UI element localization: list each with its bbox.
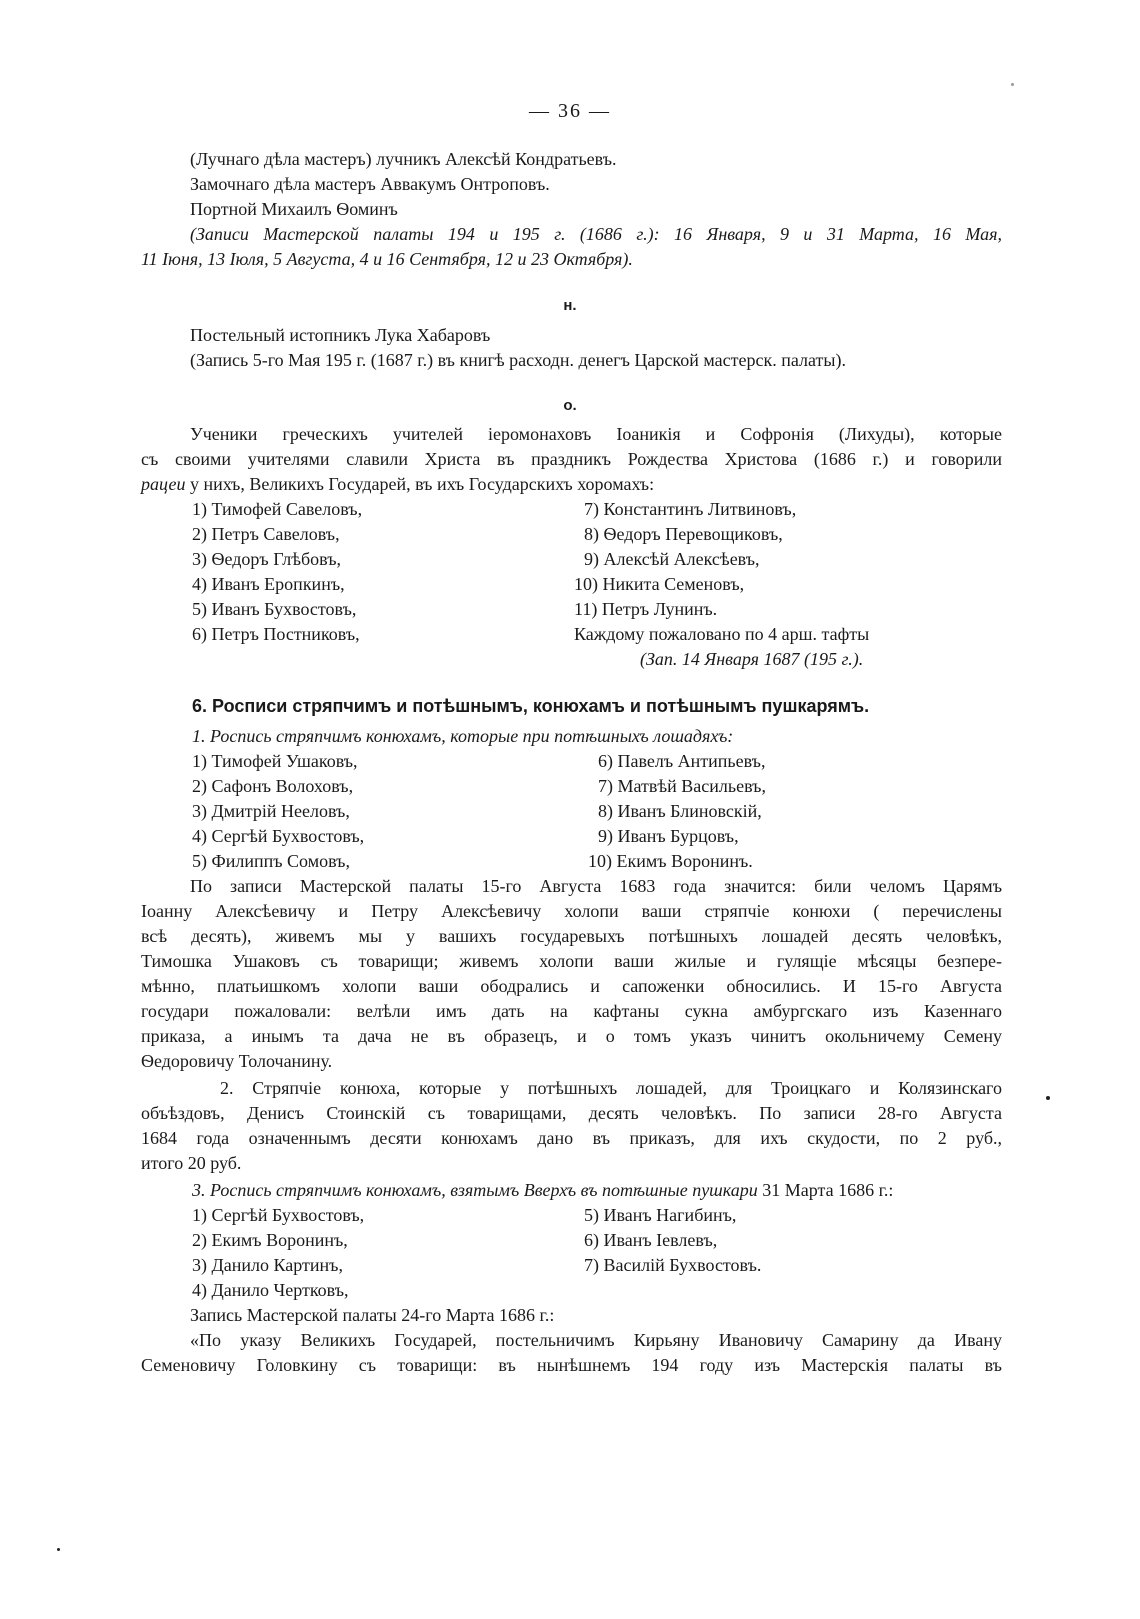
list-item: 4) Иванъ Еропкинъ, xyxy=(192,574,345,594)
list-item: 2) Петръ Савеловъ, xyxy=(192,524,340,544)
list-item: 3) Данило Картинъ, xyxy=(192,1255,343,1275)
paragraph-line: Ученики греческихъ учителей іеромонаховъ Іоаникія и Софронія (Лихуды), которые xyxy=(190,424,1002,444)
list-item: 9) Иванъ Бурцовъ, xyxy=(598,826,739,846)
list-item: 3) Ѳедоръ Глѣбовъ, xyxy=(192,549,342,569)
scan-speck xyxy=(57,1548,60,1551)
scan-speck xyxy=(1011,83,1014,86)
paragraph-line xyxy=(141,472,654,496)
quote-line: «По указу Великихъ Государей, постельничимъ Кирьяну Ивановичу Самарину да Ивану xyxy=(190,1330,1002,1350)
subsection-title xyxy=(192,1178,893,1202)
list-item: 5) Иванъ Нагибинъ, xyxy=(584,1205,737,1225)
paragraph-line: приказа, а инымъ та дача не въ образецъ, и о томъ указъ чинитъ окольничему Семену xyxy=(141,1026,1002,1046)
list-item: 8) Иванъ Блиновскій, xyxy=(598,801,762,821)
list-item: 11) Петръ Лунинъ. xyxy=(574,599,718,619)
list-item: 8) Ѳедоръ Перевощиковъ, xyxy=(584,524,783,544)
subsection-title: 1. Роспись стряпчимъ конюхамъ, которые при потѣшныхъ лошадяхъ: xyxy=(192,726,734,746)
list-item: 2) Сафонъ Волоховъ, xyxy=(192,776,354,796)
section-letter-n: н. xyxy=(563,297,577,314)
list-item: 6) Иванъ Іевлевъ, xyxy=(584,1230,718,1250)
list-item: 6) Петръ Постниковъ, xyxy=(192,624,360,644)
paragraph-line: Тимошка Ушаковъ съ товарищи; живемъ холопи ваши жилые и гулящіе мѣсяцы безпере- xyxy=(141,951,1002,971)
section-letter-o: о. xyxy=(563,397,577,414)
source-note: 11 Іюня, 13 Іюля, 5 Августа, 4 и 16 Сентября, 12 и 23 Октября). xyxy=(141,249,633,269)
list-item: 10) Никита Семеновъ, xyxy=(574,574,745,594)
paragraph-line: 2. Стряпчіе конюха, которые у потѣшныхъ лошадей, для Троицкаго и Колязинскаго xyxy=(220,1078,1002,1098)
paragraph-line: мѣнно, платьишкомъ холопи ваши ободрались и сапоженки обносились. И 15-го Августа xyxy=(141,976,1002,996)
paragraph-line: По записи Мастерской палаты 15-го Августа 1683 года значится: били челомъ Царямъ xyxy=(190,876,1002,896)
text-line: Портной Михаилъ Ѳоминъ xyxy=(190,199,398,219)
record-line: Запись Мастерской палаты 24-го Марта 1686 г.: xyxy=(190,1305,555,1325)
paragraph-line: итого 20 руб. xyxy=(141,1153,242,1173)
list-item: 7) Матвѣй Васильевъ, xyxy=(598,776,766,796)
paragraph-line: Іоанну Алексѣевичу и Петру Алексѣевичу холопи ваши стряпчіе конюхи ( перечислены xyxy=(141,901,1002,921)
text-line: (Запись 5-го Мая 195 г. (1687 г.) въ книгѣ расходн. денегъ Царской мастерск. палаты). xyxy=(190,350,846,370)
list-item: 4) Сергѣй Бухвостовъ, xyxy=(192,826,365,846)
text-span: у нихъ, Великихъ Государей, въ ихъ Государскихъ хоромахъ: xyxy=(185,474,655,494)
list-item: 9) Алексѣй Алексѣевъ, xyxy=(584,549,760,569)
paragraph-line: всѣ десять), живемъ мы у вашихъ государевыхъ потѣшныхъ лошадей десять человѣкъ, xyxy=(141,926,1002,946)
list-item: 7) Василій Бухвостовъ. xyxy=(584,1255,762,1275)
quote-line: Семеновичу Головкину съ товарищи: въ нынѣшнемъ 194 году изъ Мастерскія палаты въ xyxy=(141,1355,1002,1375)
list-item: 5) Филиппъ Сомовъ, xyxy=(192,851,350,871)
subsection-title-italic: 3. Роспись стряпчимъ конюхамъ, взятымъ Вверхъ въ потѣшные пушкари xyxy=(192,1180,758,1200)
source-note: (Зап. 14 Января 1687 (195 г.). xyxy=(640,649,864,669)
paragraph-line: 1684 года означеннымъ десяти конюхамъ дано въ приказъ, для ихъ скудости, по 2 руб., xyxy=(141,1128,1002,1148)
list-item: 1) Тимофей Савеловъ, xyxy=(192,499,363,519)
scan-speck xyxy=(1046,1096,1050,1100)
page-number: — 36 — xyxy=(529,100,611,122)
subsection-title-date: 31 Марта 1686 г.: xyxy=(757,1180,894,1200)
paragraph-line: государи пожаловали: велѣли имъ дать на кафтаны сукна амбургскаго изъ Казеннаго xyxy=(141,1001,1002,1021)
list-item: 10) Екимъ Воронинъ. xyxy=(588,851,753,871)
paragraph-line: съ своими учителями славили Христа въ праздникъ Рождества Христова (1686 г.) и говорили xyxy=(141,449,1002,469)
paragraph-line: Ѳедоровичу Толочанину. xyxy=(141,1051,333,1071)
list-item: 4) Данило Чертковъ, xyxy=(192,1280,349,1300)
text-line: Замочнаго дѣла мастеръ Аввакумъ Онтроповъ. xyxy=(190,174,550,194)
list-item: 3) Дмитрій Нееловъ, xyxy=(192,801,350,821)
list-item: 6) Павелъ Антипьевъ, xyxy=(598,751,766,771)
list-item: 5) Иванъ Бухвостовъ, xyxy=(192,599,357,619)
text-line: (Лучнаго дѣла мастеръ) лучникъ Алексѣй Кондратьевъ. xyxy=(190,149,617,169)
section-heading: 6. Росписи стряпчимъ и потѣшнымъ, конюхамъ и потѣшнымъ пушкарямъ. xyxy=(192,696,870,716)
list-item: 2) Екимъ Воронинъ, xyxy=(192,1230,348,1250)
list-item: 7) Константинъ Литвиновъ, xyxy=(584,499,797,519)
text-line: Постельный истопникъ Лука Хабаровъ xyxy=(190,325,491,345)
italic-word: рацеи xyxy=(141,474,186,494)
paragraph-line: объѣздовъ, Денисъ Стоинскій съ товарищами, десять человѣкъ. По записи 28-го Августа xyxy=(141,1103,1002,1123)
list-item: 1) Сергѣй Бухвостовъ, xyxy=(192,1205,365,1225)
award-note: Каждому пожаловано по 4 арш. тафты xyxy=(574,624,870,644)
list-item: 1) Тимофей Ушаковъ, xyxy=(192,751,358,771)
source-note: (Записи Мастерской палаты 194 и 195 г. (1686 г.): 16 Января, 9 и 31 Марта, 16 Мая, xyxy=(190,224,1002,244)
